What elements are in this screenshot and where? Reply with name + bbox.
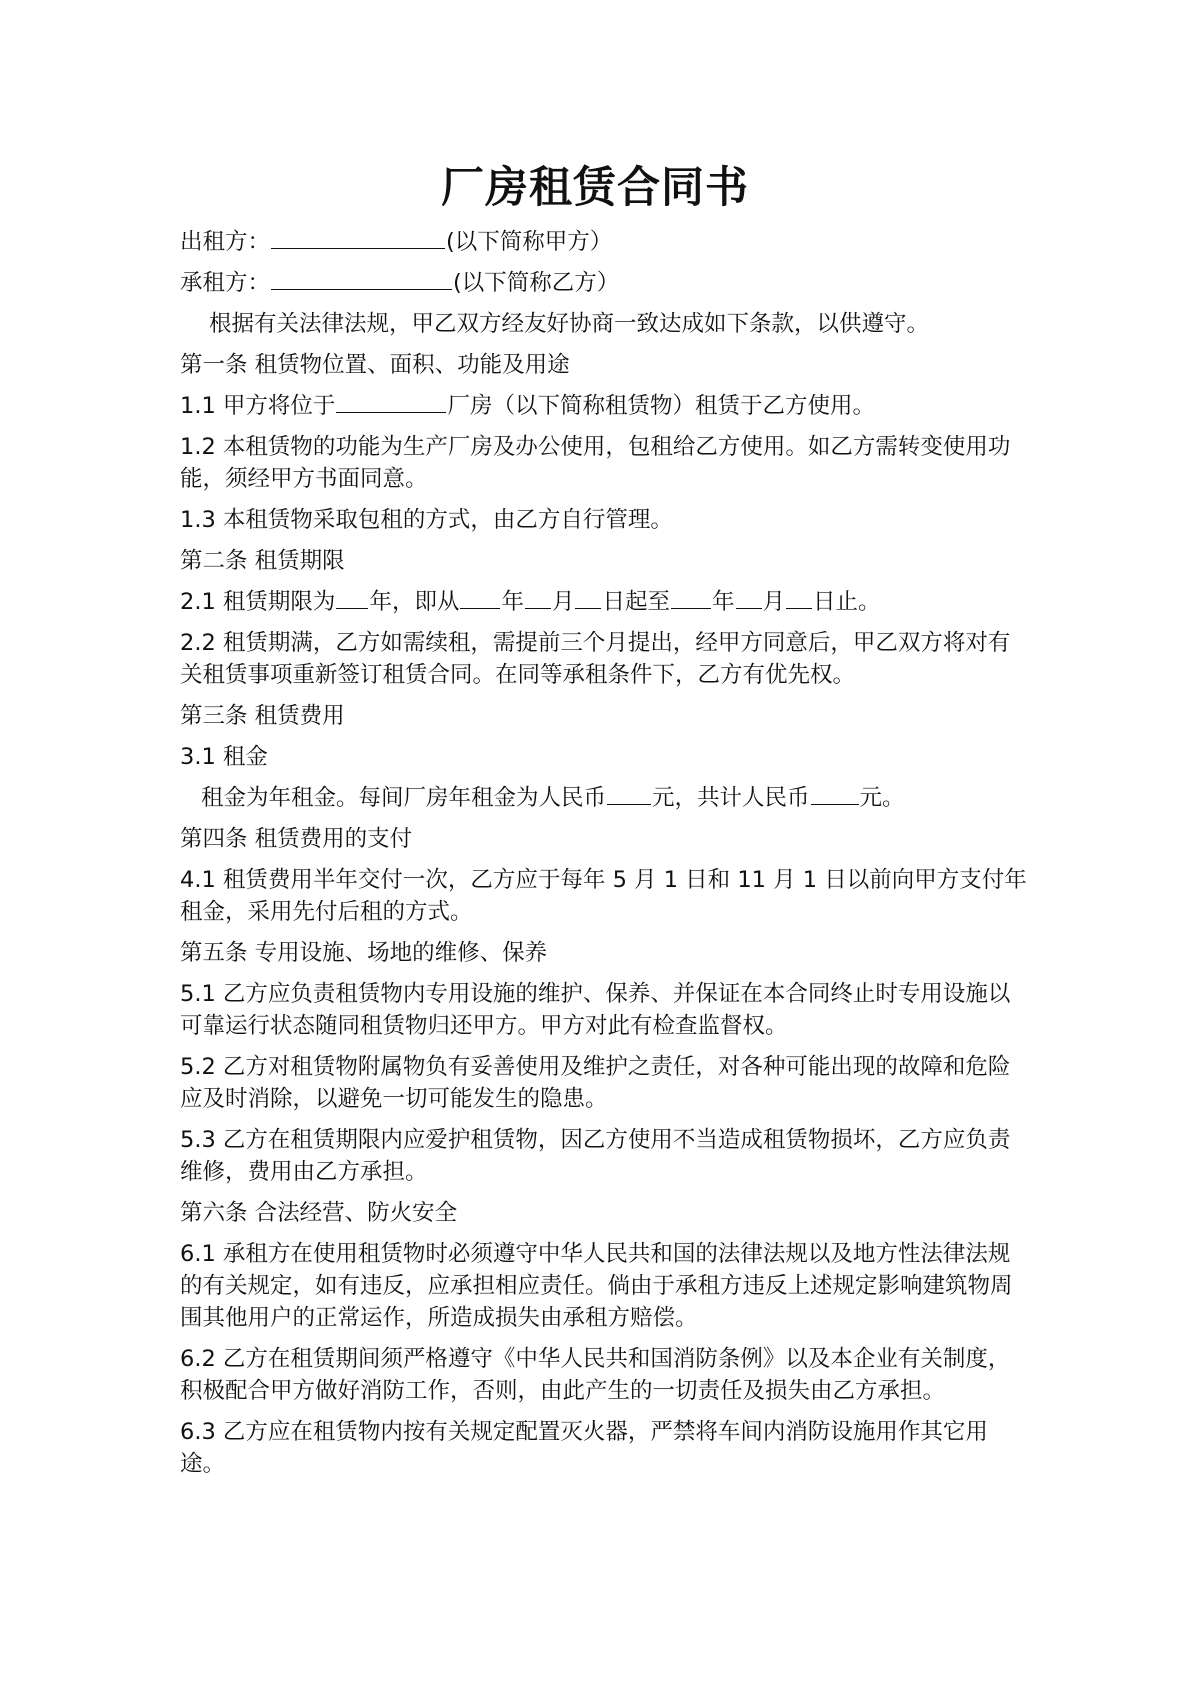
clause-2-1-text-c: 年 xyxy=(501,589,524,615)
rent-total-blank[interactable] xyxy=(811,782,859,805)
clause-2-1-text-b: 年，即从 xyxy=(369,589,460,615)
clause-3-1-text xyxy=(180,782,1030,814)
start-year-blank[interactable] xyxy=(460,586,500,609)
clause-3-1: 3.1 租金 xyxy=(180,744,268,770)
article-6-heading: 第六条 合法经营、防火安全 xyxy=(180,1200,458,1226)
lessor-name-blank[interactable] xyxy=(271,226,445,249)
clause-2-1-text-d: 月 xyxy=(551,589,575,615)
clause-6-3: 6.3 乙方应在租赁物内按有关规定配置灭火器，严禁将车间内消防设施用作其它用途。 xyxy=(180,1419,988,1477)
clause-5-1: 5.1 乙方应负责租赁物内专用设施的维护、保养、并保证在本合同终止时专用设施以可靠运行状态随同租赁物归还甲方。甲方对此有检查监督权。 xyxy=(180,981,1011,1039)
clause-1-1-text-b: 厂房（以下简称租赁物）租赁于乙方使用。 xyxy=(447,393,875,419)
rent-per-unit-blank[interactable] xyxy=(607,782,651,805)
end-day-blank[interactable] xyxy=(786,586,812,609)
preamble: 根据有关法律法规，甲乙双方经友好协商一致达成如下条款，以供遵守。 xyxy=(209,311,930,337)
clause-1-1-text-a: 1.1 甲方将位于 xyxy=(180,393,336,419)
clause-2-1 xyxy=(180,586,1030,618)
rent-text-a: 租金为年租金。每间厂房年租金为人民币 xyxy=(201,785,607,811)
clause-4-1: 4.1 租赁费用半年交付一次，乙方应于每年 5 月 1 日和 11 月 1 日以前向甲方支付年租金，采用先付后租的方式。 xyxy=(180,867,1027,925)
clause-5-3: 5.3 乙方在租赁期限内应爱护租赁物，因乙方使用不当造成租赁物损坏，乙方应负责维修，费用由乙方承担。 xyxy=(180,1127,1011,1185)
clause-6-2: 6.2 乙方在租赁期间须严格遵守《中华人民共和国消防条例》以及本企业有关制度，积极配合甲方做好消防工作，否则，由此产生的一切责任及损失由乙方承担。 xyxy=(180,1346,1011,1404)
clause-2-1-text-f: 年 xyxy=(712,589,735,615)
article-2-heading: 第二条 租赁期限 xyxy=(180,548,345,574)
lessor-label: 出租方： xyxy=(180,229,271,255)
clause-2-1-text-g: 月 xyxy=(762,589,786,615)
end-month-blank[interactable] xyxy=(736,586,762,609)
clause-2-1-text-a: 2.1 租赁期限为 xyxy=(180,589,336,615)
article-3-heading: 第三条 租赁费用 xyxy=(180,703,345,729)
clause-2-2: 2.2 租赁期满，乙方如需续租，需提前三个月提出，经甲方同意后，甲乙双方将对有关租赁事项重新签订租赁合同。在同等承租条件下，乙方有优先权。 xyxy=(180,630,1011,688)
article-5-heading: 第五条 专用设施、场地的维修、保养 xyxy=(180,940,548,966)
lessee-label: 承租方： xyxy=(180,270,271,296)
lessor-suffix: (以下简称甲方） xyxy=(446,229,613,255)
lessee-name-blank[interactable] xyxy=(271,267,452,290)
clause-6-1: 6.1 承租方在使用租赁物时必须遵守中华人民共和国的法律法规以及地方性法律法规的有关规定，如有违反，应承担相应责任。倘由于承租方违反上述规定影响建筑物周围其他用户的正常运作，所造成损失由承租方赔偿。 xyxy=(180,1241,1013,1331)
article-4-heading: 第四条 租赁费用的支付 xyxy=(180,826,413,852)
location-blank[interactable] xyxy=(336,390,446,413)
clause-5-2: 5.2 乙方对租赁物附属物负有妥善使用及维护之责任，对各种可能出现的故障和危险应及时消除，以避免一切可能发生的隐患。 xyxy=(180,1054,1011,1112)
clause-2-1-text-e: 日起至 xyxy=(602,589,670,615)
start-month-blank[interactable] xyxy=(525,586,551,609)
rent-text-b: 元，共计人民币 xyxy=(652,785,810,811)
clause-1-3: 1.3 本租赁物采取包租的方式，由乙方自行管理。 xyxy=(180,507,673,533)
document-title: 厂房租赁合同书 xyxy=(441,163,749,213)
end-year-blank[interactable] xyxy=(671,586,711,609)
clause-1-2: 1.2 本租赁物的功能为生产厂房及办公使用，包租给乙方使用。如乙方需转变使用功能，须经甲方书面同意。 xyxy=(180,434,1011,492)
article-1-heading: 第一条 租赁物位置、面积、功能及用途 xyxy=(180,352,570,378)
start-day-blank[interactable] xyxy=(575,586,601,609)
contract-body xyxy=(180,226,1030,1489)
term-years-blank[interactable] xyxy=(336,586,368,609)
lessee-suffix: (以下简称乙方） xyxy=(453,270,620,296)
clause-1-1 xyxy=(180,390,1030,422)
clause-2-1-text-h: 日止。 xyxy=(813,589,881,615)
rent-text-c: 元。 xyxy=(859,785,905,811)
lessee-line xyxy=(180,267,1030,299)
lessor-line xyxy=(180,226,1030,258)
